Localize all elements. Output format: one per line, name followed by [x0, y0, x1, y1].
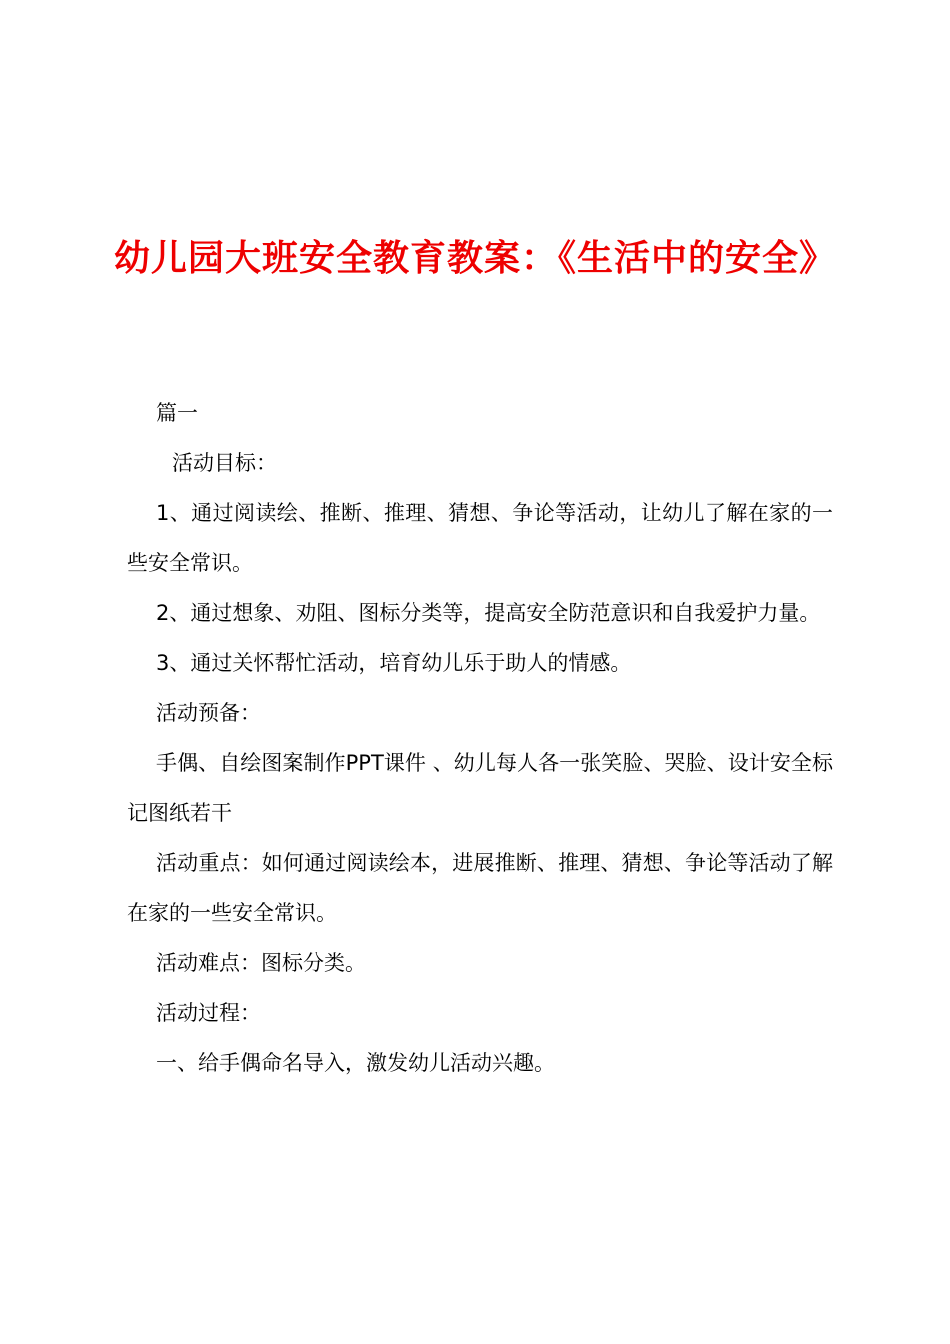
document-body: [127, 388, 833, 1088]
paragraph-objectives-heading: 活动目标：: [172, 451, 277, 475]
paragraph-objective-1: 1、通过阅读绘、推断、推理、猜想、争论等活动，让幼儿了解在家的一些安全常识。: [127, 501, 833, 575]
paragraph-difficulty: 活动难点：图标分类。: [156, 951, 366, 975]
paragraph-objective-2: 2、通过想象、劝阻、图标分类等，提高安全防范意识和自我爱护力量。: [156, 601, 821, 625]
section-heading: 篇一: [156, 401, 198, 425]
paragraph-preparation-heading: 活动预备：: [156, 701, 261, 725]
paragraph-objective-3: 3、通过关怀帮忙活动，培育幼儿乐于助人的情感。: [156, 651, 632, 675]
paragraph-step-1: 一、给手偶命名导入，激发幼儿活动兴趣。: [156, 1051, 555, 1075]
document-title: 幼儿园大班安全教育教案：《生活中的安全》: [113, 237, 836, 280]
paragraph-process-heading: 活动过程：: [156, 1001, 261, 1025]
paragraph-key-point: 活动重点：如何通过阅读绘本，进展推断、推理、猜想、争论等活动了解在家的一些安全常识。: [127, 851, 833, 925]
paragraph-preparation-materials: 手偶、自绘图案制作PPT课件 、幼儿每人各一张笑脸、哭脸、设计安全标记图纸若干: [127, 751, 833, 825]
